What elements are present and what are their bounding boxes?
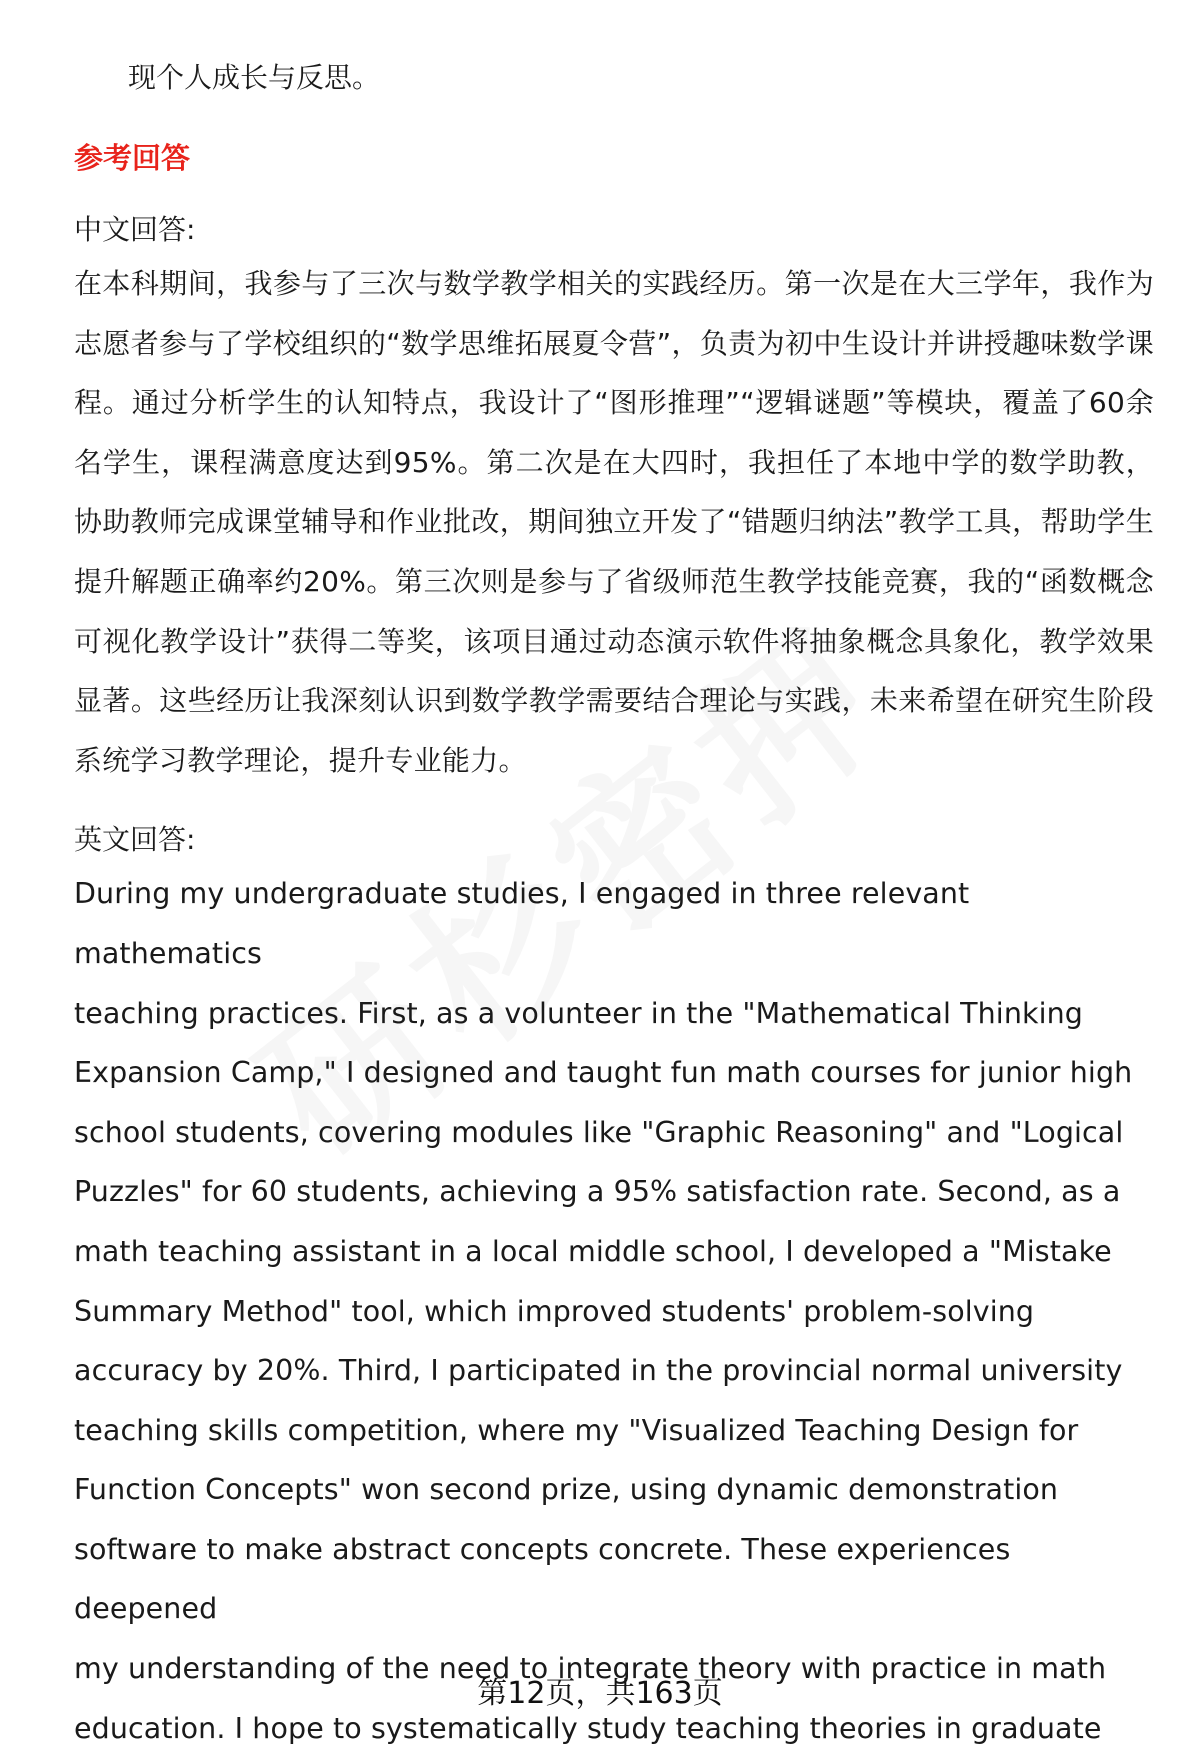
english-answer-paragraph (74, 864, 1154, 1758)
english-line: Puzzles" for 60 students, achieving a 95% satisfaction rate. Second, as a (74, 1175, 1121, 1209)
english-answer-label: 英文回答: (74, 823, 196, 857)
english-line: math teaching assistant in a local middle school, I developed a "Mistake (74, 1234, 1112, 1268)
page-content (74, 58, 1154, 1758)
english-line: Function Concepts" won second prize, using dynamic demonstration (74, 1473, 1059, 1507)
english-line: education. I hope to systematically study teaching theories in graduate (74, 1711, 1102, 1745)
english-line: Summary Method" tool, which improved students' problem-solving (74, 1294, 1035, 1328)
english-line: my understanding of the need to integrate theory with practice in math (74, 1652, 1107, 1686)
reference-answer-heading: 参考回答 (74, 141, 191, 175)
chinese-answer-label: 中文回答: (74, 213, 196, 246)
chinese-answer-paragraph: 在本科期间，我参与了三次与数学教学相关的实践经历。第一次是在大三学年，我作为志愿者参与了学校组织的“数学思维拓展夏令营”，负责为初中生设计并讲授趣味数学课程。通过分析学生的认知特点，我设计了“图形推理”“逻辑谜题”等模块，覆盖了60余名学生，课程满意度达到95%。第二次是在大四时，我担任了本地中学的数学助教，协助教师完成课堂辅导和作业批改，期间独立开发了“错题归纳法”教学工具，帮助学生提升解题正确率约20%。第三次则是参与了省级师范生教学技能竞赛，我的“函数概念可视化教学设计”获得二等奖，该项目通过动态演示软件将抽象概念具象化，教学效果显著。这些经历让我深刻认识到数学教学需要结合理论与实践，未来希望在研究生阶段系统学习教学理论，提升专业能力。 (74, 267, 1154, 777)
english-line: During my undergraduate studies, I engaged in three relevant mathematics (74, 877, 970, 970)
continued-text: 现个人成长与反思。 (128, 61, 381, 94)
english-line: school students, covering modules like "Graphic Reasoning" and "Logical (74, 1115, 1124, 1149)
page-number-footer: 第12页，共163页 (477, 1676, 723, 1711)
english-line: Expansion Camp," I designed and taught fun math courses for junior high (74, 1056, 1133, 1090)
english-line: software to make abstract concepts concrete. These experiences deepened (74, 1532, 1011, 1626)
english-line: teaching skills competition, where my "Visualized Teaching Design for (74, 1413, 1079, 1447)
english-line: accuracy by 20%. Third, I participated in the provincial normal university (74, 1354, 1123, 1388)
english-line: teaching practices. First, as a volunteer in the "Mathematical Thinking (74, 996, 1083, 1030)
